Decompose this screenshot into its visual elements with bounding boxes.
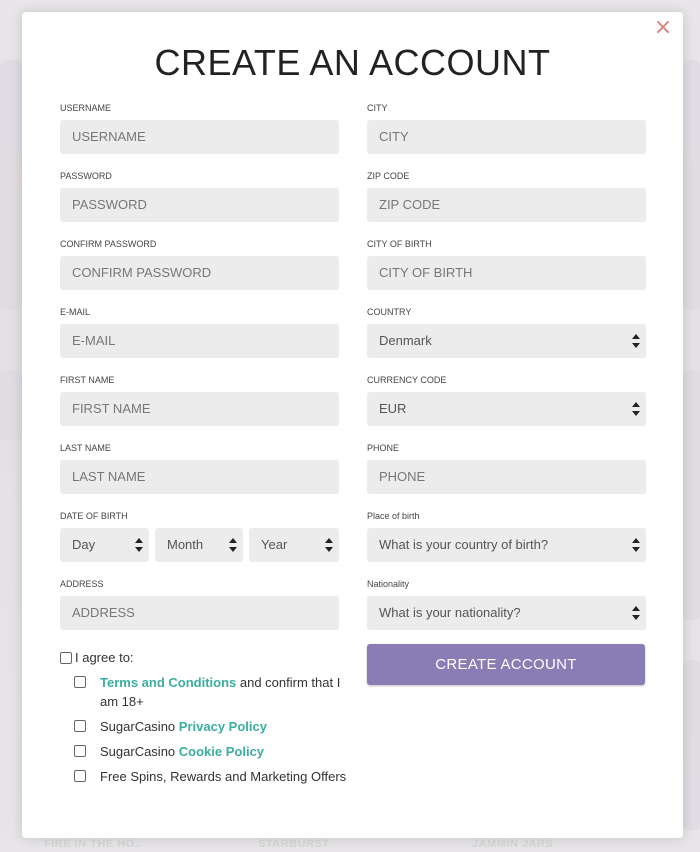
close-icon[interactable]: × (653, 15, 673, 40)
currency-select[interactable] (367, 392, 646, 426)
currency-value: EUR (379, 401, 407, 416)
cookie-policy-link[interactable]: Cookie Policy (178, 744, 265, 759)
create-account-button[interactable]: CREATE ACCOUNT (367, 644, 645, 685)
city-input[interactable] (367, 120, 646, 154)
city-of-birth-field (367, 236, 646, 304)
terms-checkbox[interactable] (74, 676, 86, 688)
field-label: CURRENCY CODE (367, 375, 447, 385)
confirm-password-field (60, 236, 339, 304)
terms-row (74, 673, 350, 711)
field-label: PHONE (367, 443, 400, 453)
currency-field (367, 372, 646, 440)
terms-link[interactable]: Terms and Conditions (100, 675, 237, 690)
place-of-birth-field (367, 508, 646, 576)
last-name-field (60, 440, 339, 508)
zip-code-input[interactable] (367, 188, 646, 222)
field-label: USERNAME (60, 103, 112, 113)
cookie-text (100, 742, 264, 761)
field-label: Nationality (367, 579, 410, 589)
agreement-options (74, 673, 350, 786)
place-of-birth-select[interactable] (367, 528, 646, 562)
nationality-field (367, 576, 646, 644)
field-label: ADDRESS (60, 579, 104, 589)
cookie-row (74, 742, 350, 761)
agreement-section (60, 650, 350, 792)
select-arrows-icon (325, 538, 333, 552)
dob-selects (60, 528, 339, 562)
dob-day-value: Day (72, 537, 96, 552)
nationality-value: What is your nationality? (379, 605, 521, 620)
field-label: PASSWORD (60, 171, 112, 181)
privacy-checkbox[interactable] (74, 720, 86, 732)
field-label: E-MAIL (60, 307, 91, 317)
field-label: CITY (367, 103, 388, 113)
marketing-row (74, 767, 350, 786)
field-label: COUNTRY (367, 307, 412, 317)
select-arrows-icon (229, 538, 237, 552)
dob-year-value: Year (261, 537, 288, 552)
place-of-birth-value: What is your country of birth? (379, 537, 549, 552)
privacy-policy-link[interactable]: Privacy Policy (178, 719, 267, 734)
email-field (60, 304, 339, 372)
select-arrows-icon (135, 538, 143, 552)
field-label: CITY OF BIRTH (367, 239, 432, 249)
city-of-birth-input[interactable] (367, 256, 646, 290)
field-label: Place of birth (367, 511, 420, 521)
agree-all-row (60, 650, 350, 665)
select-arrows-icon (632, 538, 640, 552)
privacy-text (100, 717, 267, 736)
select-arrows-icon (632, 606, 640, 620)
zip-code-field (367, 168, 646, 236)
cookie-prefix: SugarCasino (100, 744, 179, 759)
country-value: Denmark (379, 333, 432, 348)
nationality-select[interactable] (367, 596, 646, 630)
field-label: ZIP CODE (367, 171, 410, 181)
phone-field (367, 440, 646, 508)
create-account-modal (22, 12, 683, 838)
cookie-checkbox[interactable] (74, 745, 86, 757)
country-select[interactable] (367, 324, 646, 358)
page-title: CREATE AN ACCOUNT (154, 42, 551, 83)
marketing-checkbox[interactable] (74, 770, 86, 782)
password-input[interactable] (60, 188, 339, 222)
dob-day-select[interactable] (60, 528, 149, 562)
country-field (367, 304, 646, 372)
confirm-password-input[interactable] (60, 256, 339, 290)
first-name-input[interactable] (60, 392, 339, 426)
right-column (367, 100, 646, 644)
terms-text (100, 673, 350, 711)
address-input[interactable] (60, 596, 339, 630)
password-field (60, 168, 339, 236)
last-name-input[interactable] (60, 460, 339, 494)
privacy-prefix: SugarCasino (100, 719, 179, 734)
marketing-text: Free Spins, Rewards and Marketing Offers (100, 769, 347, 784)
privacy-row (74, 717, 350, 736)
username-input[interactable] (60, 120, 339, 154)
city-field (367, 100, 646, 168)
username-field (60, 100, 339, 168)
first-name-field (60, 372, 339, 440)
field-label: CONFIRM PASSWORD (60, 239, 157, 249)
select-arrows-icon (632, 334, 640, 348)
dob-month-value: Month (167, 537, 204, 552)
date-of-birth-field (60, 508, 339, 576)
address-field (60, 576, 339, 644)
email-input[interactable] (60, 324, 339, 358)
dob-year-select[interactable] (249, 528, 339, 562)
terms-rest: and confirm that I am 18+ (100, 675, 341, 709)
agree-all-checkbox[interactable] (60, 652, 72, 664)
field-label: DATE OF BIRTH (60, 511, 128, 521)
select-arrows-icon (632, 402, 640, 416)
left-column (60, 100, 339, 644)
dob-month-select[interactable] (155, 528, 243, 562)
agree-all-label: I agree to: (75, 650, 134, 665)
field-label: FIRST NAME (60, 375, 115, 385)
field-label: LAST NAME (60, 443, 111, 453)
phone-input[interactable] (367, 460, 646, 494)
